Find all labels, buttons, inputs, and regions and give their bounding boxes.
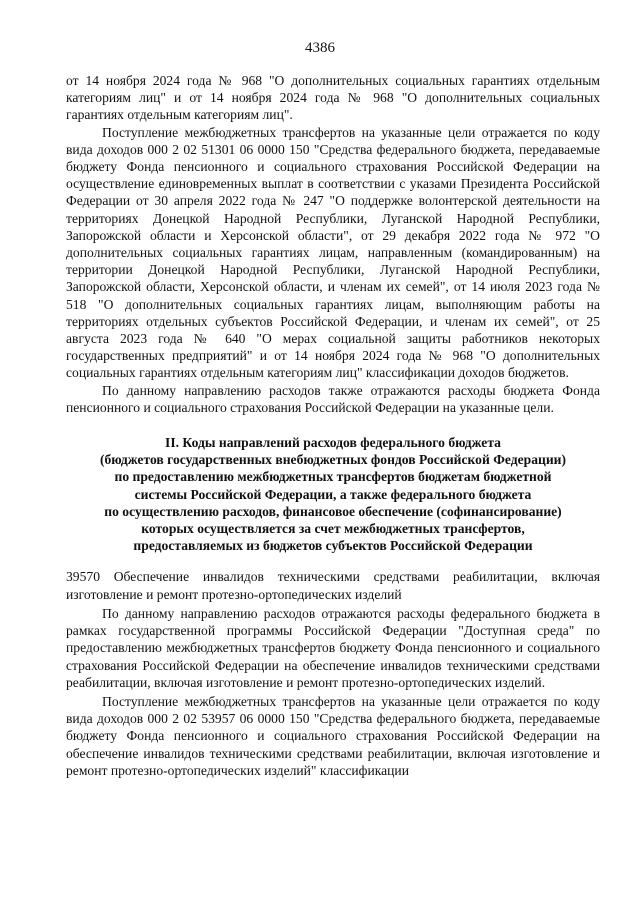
expense-code-39570: 39570 Обеспечение инвалидов техническими средствами реабилитации, включая изготовление и ремонт протезно-ортопедических изделий bbox=[66, 569, 600, 602]
section-heading-line: (бюджетов государственных внебюджетных фондов Российской Федерации) bbox=[99, 452, 567, 468]
page-number: 4386 bbox=[305, 40, 335, 56]
paragraph-transfer-receipt-53957: Поступление межбюджетных трансфертов на указанные цели отражается по коду вида доходов 000 2 02 53957 06 0000 150 "Средства федерального бюджета, передаваемые бюджету Фонда пенсионного и социального страхования Российской Федерации на обеспечение инвалидов техническими средствами реабилитации, включая изготовление и ремонт протезно-ортопедических изделий" классификации bbox=[66, 693, 600, 778]
paragraph-continuation: от 14 ноября 2024 года № 968 "О дополнительных социальных гарантиях отдельным категориям лиц" и от 14 ноября 2024 года № 968 "О дополнительных социальных гарантиях отдельным категориям лиц". bbox=[66, 73, 600, 123]
section-heading-line: по осуществлению расходов, финансовое обеспечение (софинансирование) bbox=[104, 503, 562, 519]
section-heading-line: системы Российской Федерации, а также федерального бюджета bbox=[134, 486, 532, 502]
section-heading-line: которых осуществляется за счет межбюджетных трансфертов, bbox=[141, 521, 525, 537]
paragraph-fund-expenses: По данному направлению расходов также отражаются расходы бюджета Фонда пенсионного и социального страхования Российской Федерации на указанные цели. bbox=[66, 382, 600, 415]
section-heading-line: предоставляемых из бюджетов субъектов Российской Федерации bbox=[133, 538, 533, 554]
paragraph-transfer-receipt-51301: Поступление межбюджетных трансфертов на указанные цели отражается по коду вида доходов 000 2 02 51301 06 0000 150 "Средства федерального бюджета, передаваемые бюджету Фонда пенсионного и социального страхования Российской Федерации на осуществление единовременных выплат в соответствии с указами Президента Российской Федерации от 30 апреля 2022 года № 247 "О поддержке волонтерской деятельности на территориях Донецкой Народной Республики, Луганской Народной Республики, Запорожской области и Херсонской области", от 29 декабря 2022 года № 972 "О дополнительных социальных гарантиях лицам, направленным (командированным) на территории Донецкой Народной Республики, Луганской Народной Республики, Запорожской области, Херсонской области, и членам их семей", от 14 июля 2023 года № 518 "О дополнительных социальных гарантиях лицам, выполняющим работы на территориях отдельных субъектов Российской Федерации, и членам их семей", от 25 августа 2023 года № 640 "О мерах социальной защиты работников некоторых государственных предприятий" и от 14 ноября 2024 года № 968 "О дополнительных социальных гарантиях отдельным категориям лиц" классификации доходов бюджетов. bbox=[66, 124, 600, 381]
paragraph-accessible-environment: По данному направлению расходов отражаются расходы федерального бюджета в рамках государственной программы Российской Федерации "Доступная среда" по предоставлению межбюджетных трансфертов бюджету Фонда пенсионного и социального страхования Российской Федерации на обеспечение инвалидов техническими средствами реабилитации, включая изготовление и ремонт протезно-ортопедических изделий. bbox=[66, 605, 600, 690]
section-heading-line: II. Коды направлений расходов федерального бюджета bbox=[165, 435, 501, 451]
document-body bbox=[66, 72, 600, 779]
section-heading bbox=[66, 434, 600, 554]
section-heading-line: по предоставлению межбюджетных трансфертов бюджетам бюджетной bbox=[114, 469, 552, 485]
